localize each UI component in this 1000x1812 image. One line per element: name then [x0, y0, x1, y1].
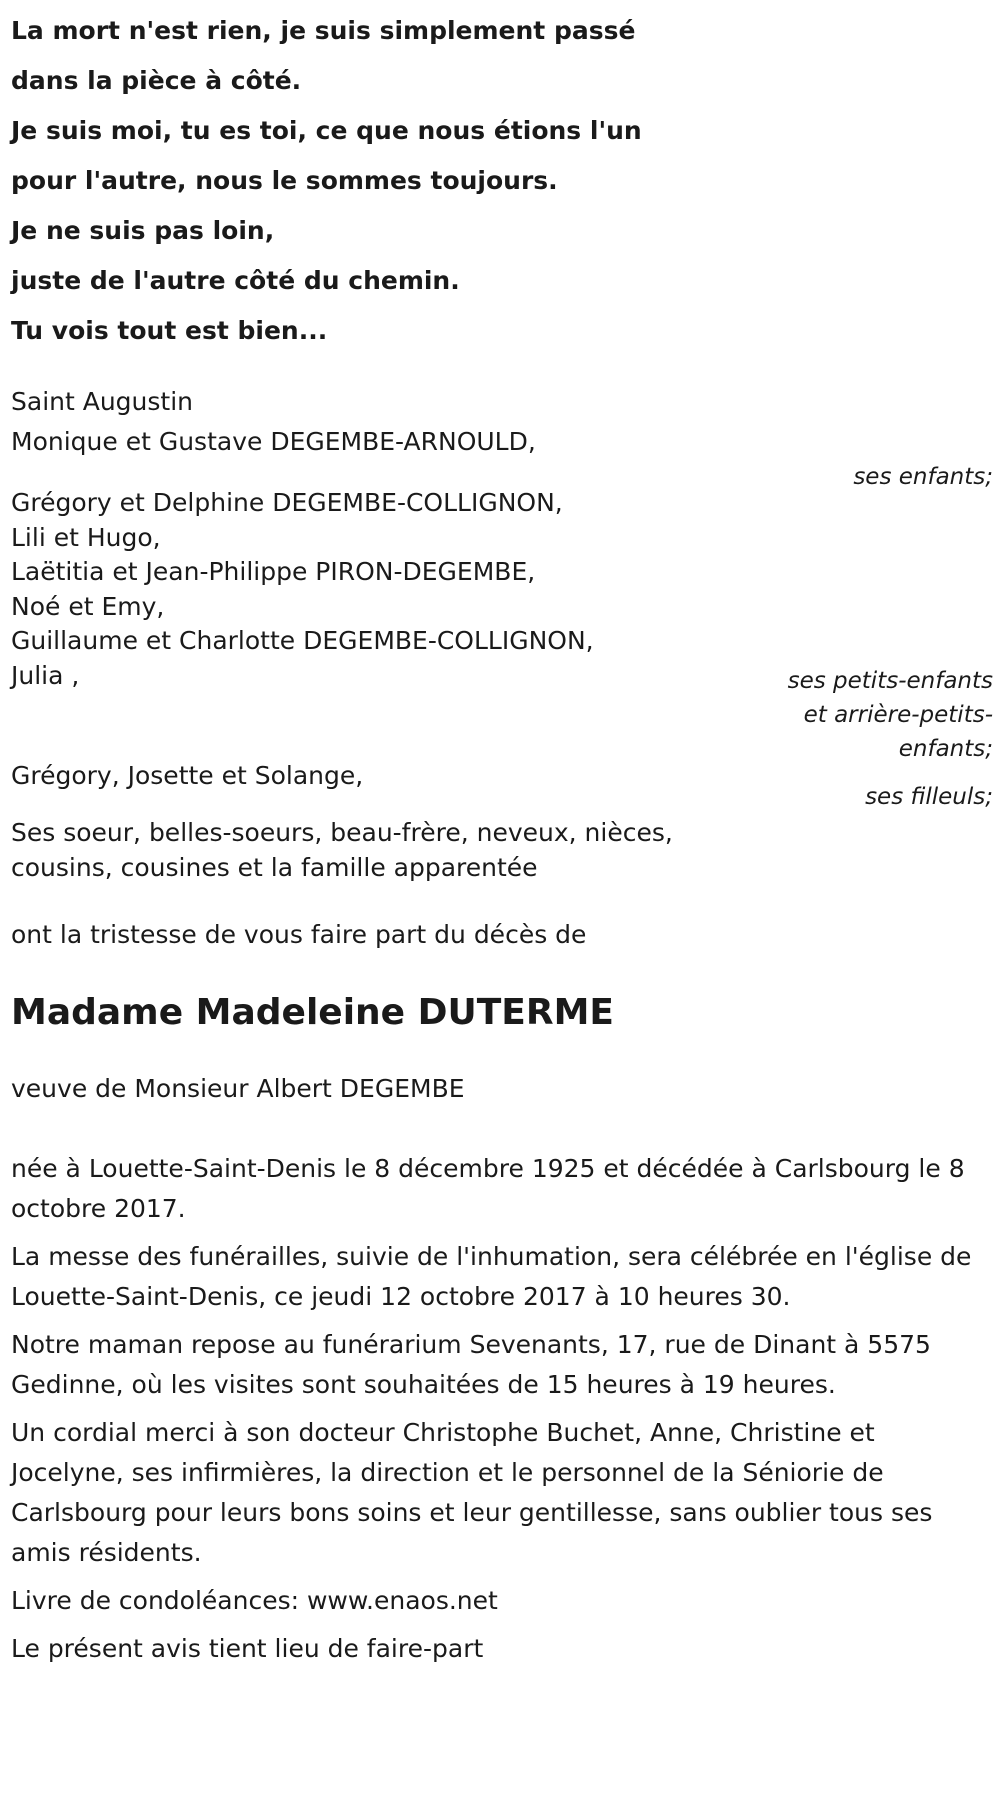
- grandchildren-list: [11, 486, 993, 693]
- grandchildren-role-line: ses petits-enfants: [787, 668, 993, 694]
- grandchildren-role: [753, 664, 993, 766]
- grandchild-name: Noé et Emy,: [11, 591, 165, 621]
- grandchildren-role-line: et arrière-petits-: [803, 702, 993, 728]
- grandchildren-role-line: enfants;: [898, 736, 993, 762]
- godchildren-names: Grégory, Josette et Solange,: [11, 761, 364, 790]
- poem-attribution: Saint Augustin: [11, 387, 194, 416]
- poem-line: La mort n'est rien, je suis simplement passé: [11, 16, 636, 45]
- extended-family: [11, 816, 993, 885]
- children-names: Monique et Gustave DEGEMBE-ARNOULD,: [11, 427, 536, 456]
- grandchild-name: Laëtitia et Jean-Philippe PIRON-DEGEMBE,: [11, 557, 536, 586]
- visitation-paragraph: Notre maman repose au funérarium Sevenants, 17, rue de Dinant à 5575 Gedinne, où les visites sont souhaitées de 15 heures à 19 heures.: [11, 1330, 931, 1399]
- grandchild-name: Guillaume et Charlotte DEGEMBE-COLLIGNON,: [11, 626, 594, 655]
- condolences-paragraph: Livre de condoléances: www.enaos.net: [11, 1586, 498, 1615]
- grandchildren-group: [11, 486, 993, 762]
- poem-line: dans la pièce à côté.: [11, 66, 302, 95]
- notice-paragraph: Le présent avis tient lieu de faire-part: [11, 1634, 484, 1663]
- thanks-paragraph: Un cordial merci à son docteur Christophe Buchet, Anne, Christine et Jocelyne, ses infirmières, la direction et le personnel de la Séniorie de Carlsbourg pour leurs bons soins et leur gentillesse, sans oublier tous ses amis résidents.: [11, 1418, 933, 1567]
- godchildren-group: [11, 756, 993, 816]
- family-line: Ses soeur, belles-soeurs, beau-frère, neveux, nièces,: [11, 818, 673, 847]
- grandchild-name: Grégory et Delphine DEGEMBE-COLLIGNON,: [11, 488, 563, 517]
- birth-death-paragraph: née à Louette-Saint-Denis le 8 décembre 1925 et décédée à Carlsbourg le 8 octobre 2017.: [11, 1154, 965, 1223]
- poem-line: pour l'autre, nous le sommes toujours.: [11, 166, 558, 195]
- poem-line: Je ne suis pas loin,: [11, 216, 275, 245]
- funeral-paragraph: La messe des funérailles, suivie de l'inhumation, sera célébrée en l'église de Louette-Saint-Denis, ce jeudi 12 octobre 2017 à 10 heures 30.: [11, 1242, 972, 1311]
- children-group: [11, 422, 993, 490]
- godchildren-role: ses filleuls;: [865, 784, 993, 810]
- widow-of: veuve de Monsieur Albert DEGEMBE: [11, 1074, 465, 1103]
- grandchild-name: Julia ,: [11, 660, 80, 690]
- children-role: ses enfants;: [853, 464, 993, 490]
- poem-line: Je suis moi, tu es toi, ce que nous étions l'un: [11, 116, 642, 145]
- poem-line: Tu vois tout est bien...: [11, 316, 328, 345]
- announcement: ont la tristesse de vous faire part du décès de: [11, 920, 587, 949]
- poem: [11, 0, 993, 356]
- poem-line: juste de l'autre côté du chemin.: [11, 266, 460, 295]
- obituary-notice: [11, 0, 993, 1669]
- grandchild-name: Lili et Hugo,: [11, 522, 161, 552]
- deceased-name: Madame Madeleine DUTERME: [11, 992, 615, 1033]
- family-line: cousins, cousines et la famille apparentée: [11, 852, 538, 882]
